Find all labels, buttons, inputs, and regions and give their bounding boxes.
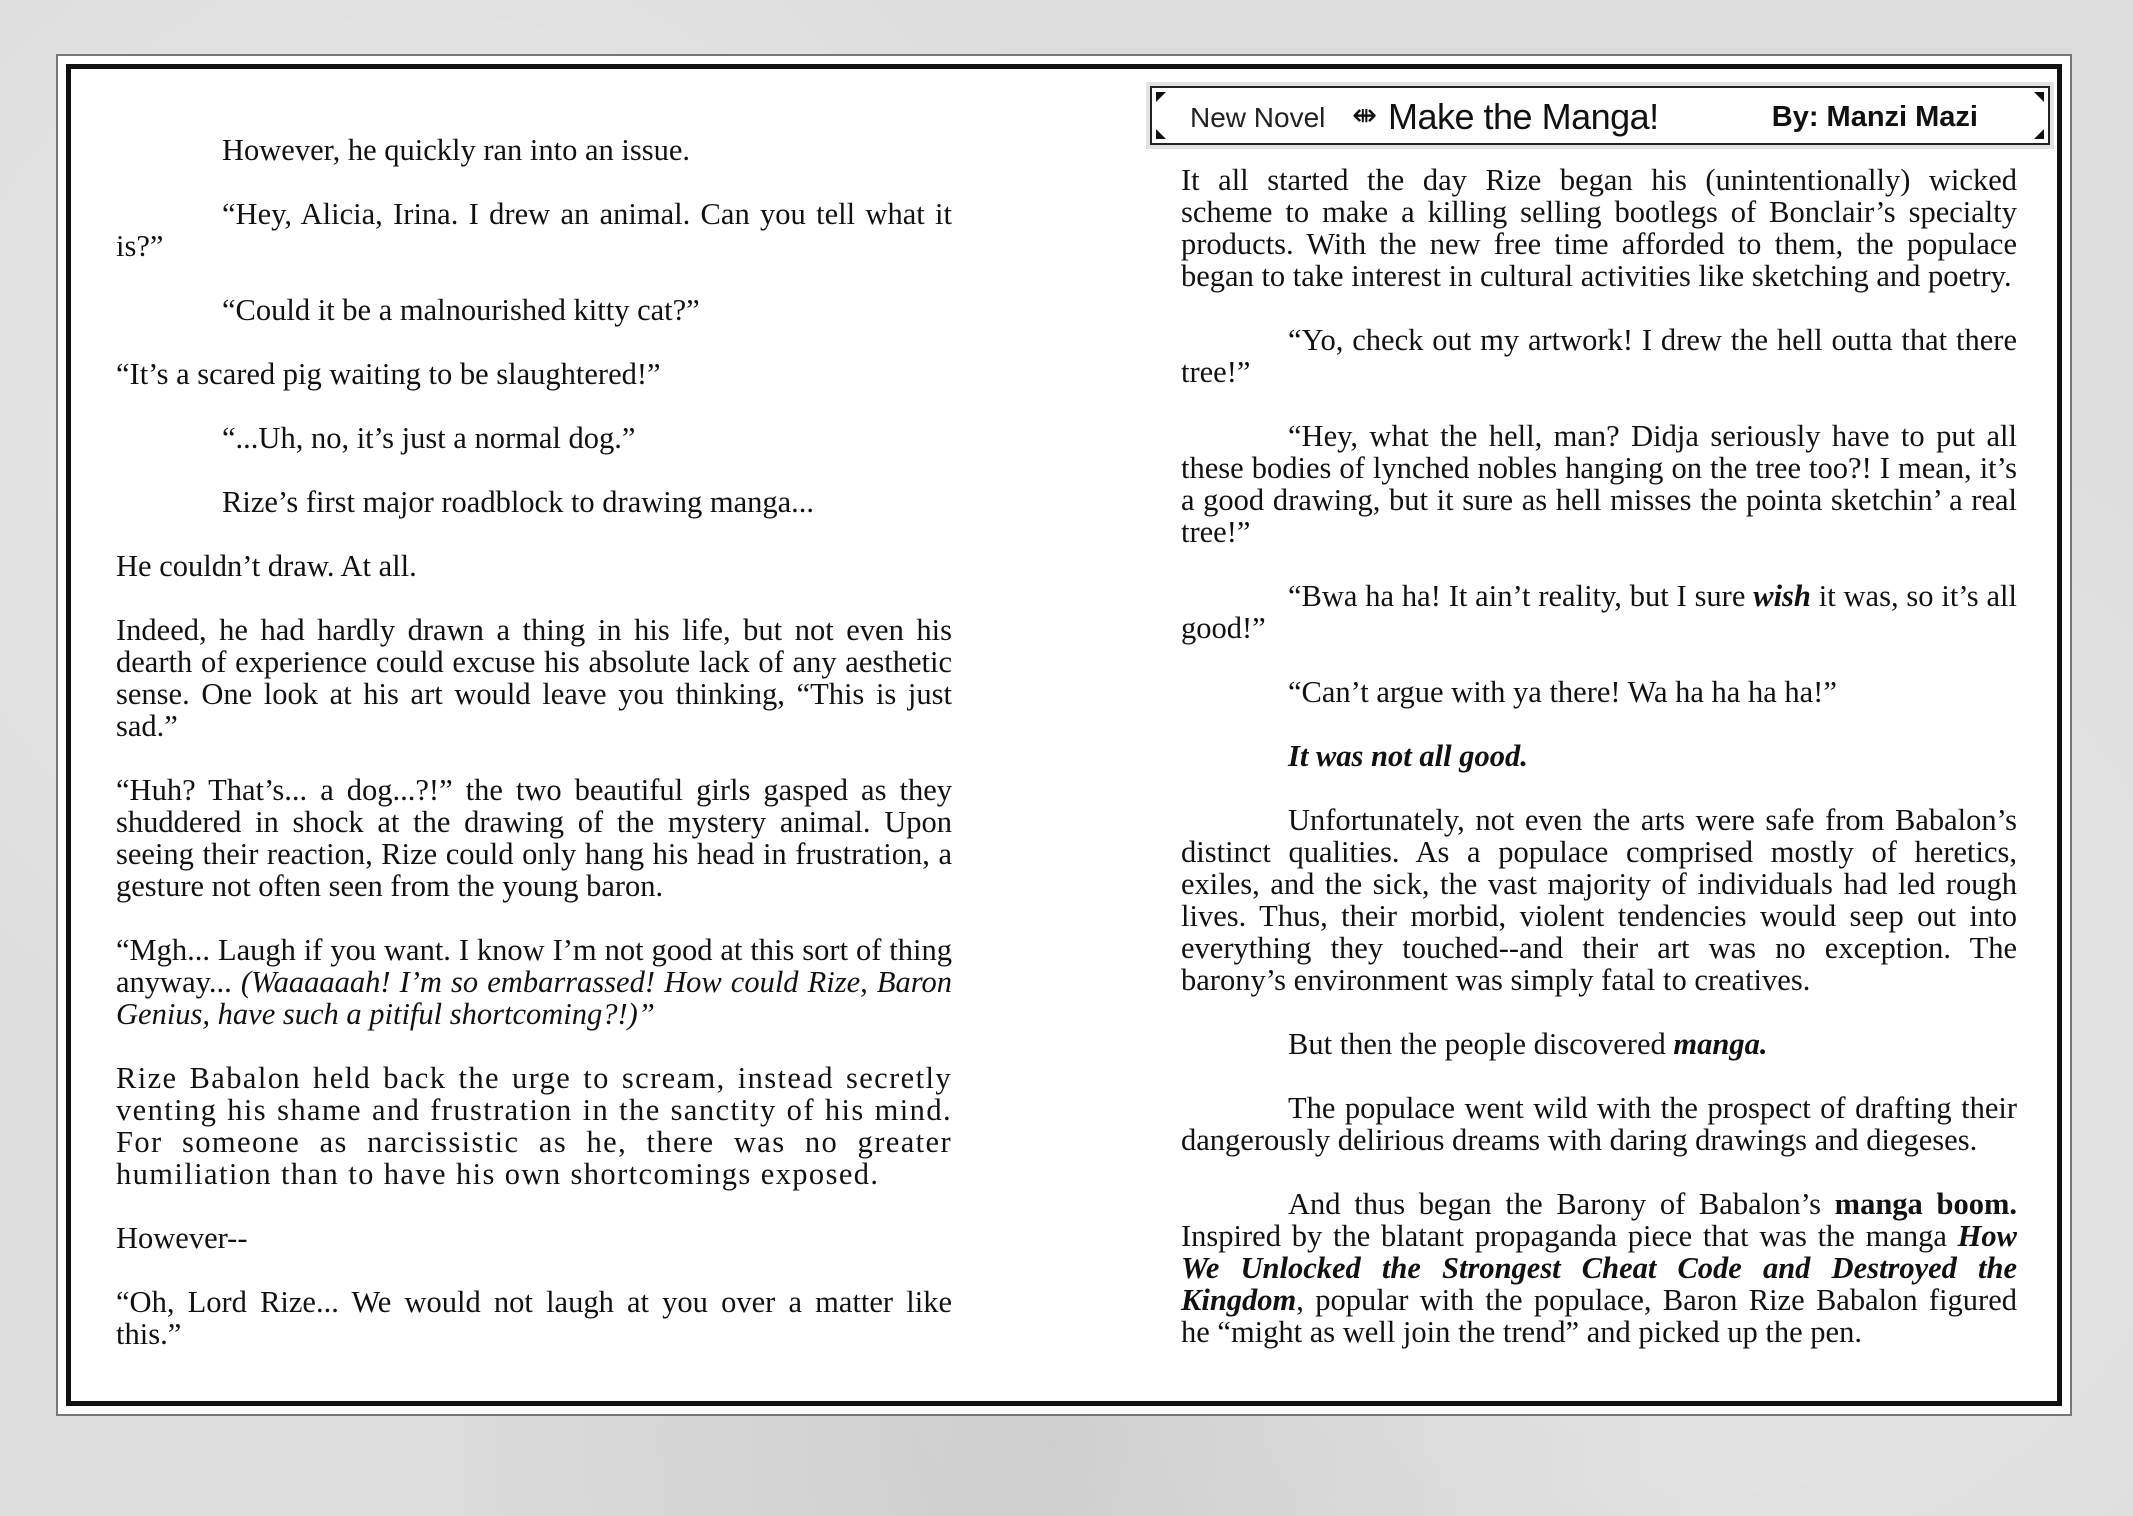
paragraph-text: But then the people discovered <box>1288 1027 1674 1061</box>
emphasis-text: wish <box>1753 579 1811 613</box>
paragraph <box>116 934 952 1030</box>
paragraph-text: “Bwa ha ha! It ain’t reality, but I sure <box>1288 579 1754 613</box>
paragraph: “Yo, check out my artwork! I drew the hell outta that there tree!” <box>1181 323 2017 389</box>
paragraph-text: “Mgh... Laugh if you want. I know I’m not good at this sort of thing anyway... <box>116 933 952 999</box>
corner-ornament-icon <box>2034 92 2044 102</box>
corner-ornament-icon <box>1156 92 1166 102</box>
paragraph: It was not all good. <box>1288 739 1528 773</box>
paragraph: Rize Babalon held back the urge to scream, instead secretly venting his shame and frustration in the sanctity of his mind. For someone as narcissistic as he, there was no greater humiliation than to have his own shortcomings exposed. <box>116 1061 952 1191</box>
article-author: By: Manzi Mazi <box>1771 101 1978 133</box>
paragraph <box>1181 1028 2017 1060</box>
paragraph: However, he quickly ran into an issue. <box>222 133 691 167</box>
right-column <box>1181 164 2017 1380</box>
paragraph: “It’s a scared pig waiting to be slaughtered!” <box>116 357 661 391</box>
paragraph: It all started the day Rize began his (unintentionally) wicked scheme to make a killing selling bootlegs of Bonclair’s specialty products. With the new free time afforded to them, the populace began to take interest in cultural activities like sketching and poetry. <box>1181 163 2017 293</box>
paragraph-text: And thus began the Barony of Babalon’s <box>1288 1187 1835 1221</box>
paragraph: Indeed, he had hardly drawn a thing in his life, but not even his dearth of experience could excuse his absolute lack of any aesthetic sense. One look at his art would leave you thinking, “This is just sad.” <box>116 613 952 743</box>
paragraph: “Oh, Lord Rize... We would not laugh at you over a matter like this.” <box>116 1285 952 1351</box>
paragraph-text: Inspired by the blatant propaganda piece that was the manga <box>1181 1219 1958 1253</box>
flourish-icon: ⇼ <box>1352 99 1378 132</box>
paragraph: “Can’t argue with ya there! Wa ha ha ha ha!” <box>1288 675 1837 709</box>
paragraph: Unfortunately, not even the arts were safe from Babalon’s distinct qualities. As a populace comprised mostly of heretics, exiles, and the sick, the vast majority of individuals had led rough lives. Thus, their morbid, violent tendencies would seep out into everything they touched--and their art was no exception. The barony’s environment was simply fatal to creatives. <box>1181 803 2017 997</box>
paragraph-italic-text: (Waaaaaah! I’m so embarrassed! How could Rize, Baron Genius, have such a pitiful shortcoming?!)” <box>116 965 952 1031</box>
paragraph-text: , popular with the populace, Baron Rize Babalon figured he “might as well join the trend” and picked up the pen. <box>1181 1283 2017 1349</box>
paragraph-text: it was, so it’s all good!” <box>1181 579 2018 645</box>
emphasis-text: manga. <box>1673 1027 1768 1061</box>
article-header-box <box>1150 86 2050 145</box>
paragraph: Rize’s first major roadblock to drawing manga... <box>222 485 815 519</box>
manga-title-text: How We Unlocked the Strongest Cheat Code and Destroyed the Kingdom <box>1181 1219 2017 1317</box>
paragraph: However-- <box>116 1221 248 1255</box>
section-label: New Novel <box>1190 102 1326 133</box>
article-title: Make the Manga! <box>1388 96 1659 137</box>
paragraph: “Hey, Alicia, Irina. I drew an animal. Can you tell what it is?” <box>116 197 952 263</box>
paragraph <box>1181 1188 2017 1348</box>
left-column <box>116 134 952 1382</box>
paragraph: “Could it be a malnourished kitty cat?” <box>222 293 700 327</box>
paragraph <box>1181 580 2017 644</box>
article-header <box>1146 82 2054 149</box>
paragraph: He couldn’t draw. At all. <box>116 549 417 583</box>
paragraph: The populace went wild with the prospect of drafting their dangerously delirious dreams with daring drawings and diegeses. <box>1181 1091 2017 1157</box>
paragraph: “Hey, what the hell, man? Didja seriously have to put all these bodies of lynched nobles hanging on the tree too?! I mean, it’s a good drawing, but it sure as hell misses the pointa sketchin’ a real tree!” <box>1181 419 2017 549</box>
paragraph: “Huh? That’s... a dog...?!” the two beautiful girls gasped as they shuddered in shock at the drawing of the mystery animal. Upon seeing their reaction, Rize could only hang his head in frustration, a gesture not often seen from the young baron. <box>116 773 952 903</box>
paragraph: “...Uh, no, it’s just a normal dog.” <box>222 421 636 455</box>
corner-ornament-icon <box>1156 129 1166 139</box>
bold-text: manga boom. <box>1834 1187 2017 1221</box>
corner-ornament-icon <box>2034 129 2044 139</box>
